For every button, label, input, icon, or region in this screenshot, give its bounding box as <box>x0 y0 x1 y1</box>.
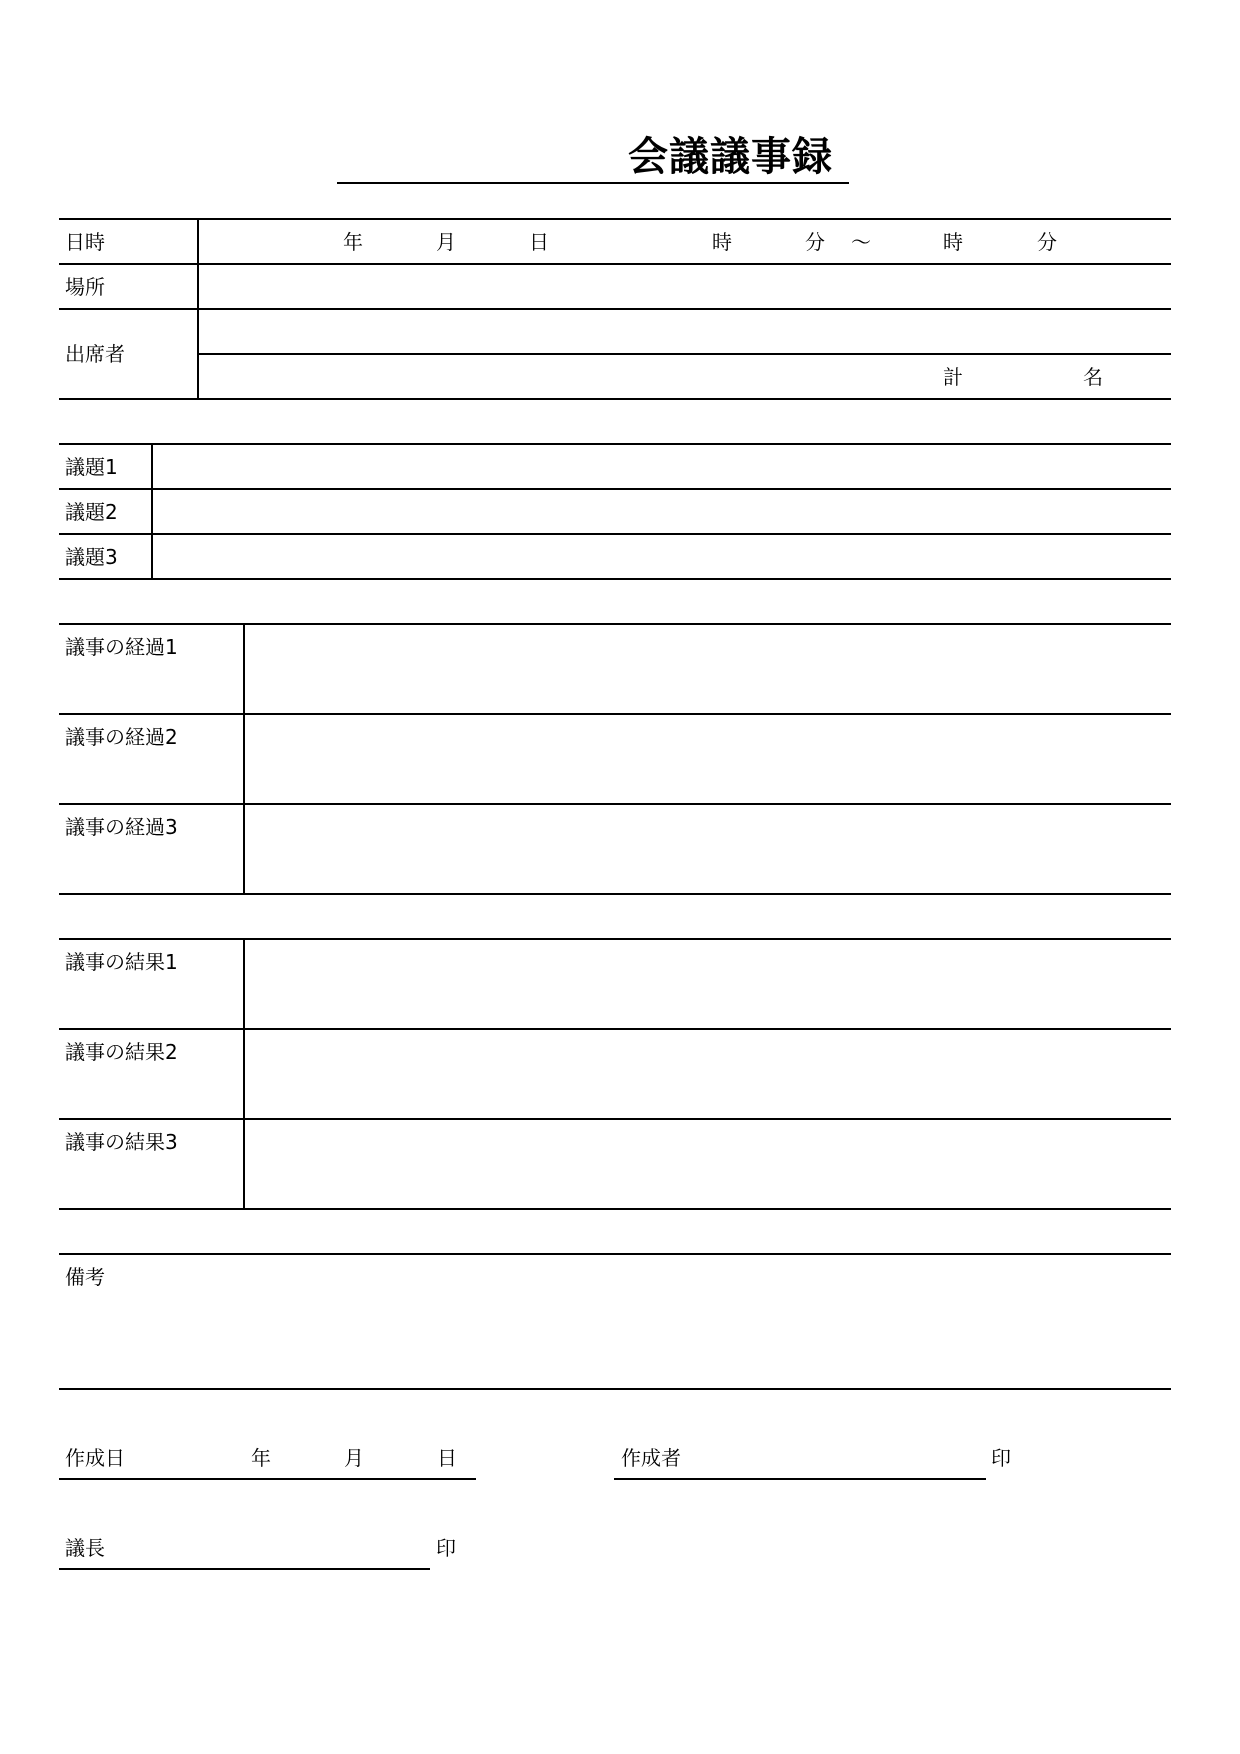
attendees-count-field[interactable] <box>199 355 1169 398</box>
created-date-label: 作成日 <box>65 1446 125 1470</box>
created-date-field[interactable] <box>135 1440 475 1478</box>
attendees-label: 出席者 <box>65 342 125 366</box>
total-label: 計 <box>943 365 963 389</box>
author-label: 作成者 <box>621 1446 681 1470</box>
start-minute-label: 分 <box>805 230 825 254</box>
proceedings-field-1[interactable] <box>245 625 1169 713</box>
chair-underline <box>59 1568 430 1570</box>
divider <box>59 893 1171 895</box>
divider <box>59 1388 1171 1390</box>
year-label: 年 <box>343 230 363 254</box>
month-label: 月 <box>436 230 456 254</box>
author-underline <box>614 1478 986 1480</box>
created-date-underline <box>59 1478 476 1480</box>
agenda-field-3[interactable] <box>153 535 1169 578</box>
day-label: 日 <box>529 230 549 254</box>
divider <box>59 578 1171 580</box>
divider <box>59 1208 1171 1210</box>
agenda-field-2[interactable] <box>153 490 1169 533</box>
start-hour-label: 時 <box>712 230 732 254</box>
divider <box>59 1253 1171 1255</box>
end-minute-label: 分 <box>1037 230 1057 254</box>
agenda-label-2: 議題2 <box>65 500 118 524</box>
chair-field[interactable] <box>115 1530 429 1568</box>
proceedings-label-2: 議事の経過2 <box>65 725 178 749</box>
place-field[interactable] <box>199 265 1169 308</box>
results-label-2: 議事の結果2 <box>65 1040 178 1064</box>
proceedings-field-3[interactable] <box>245 805 1169 893</box>
proceedings-label-1: 議事の経過1 <box>65 635 178 659</box>
attendees-field[interactable] <box>199 310 1169 353</box>
results-field-2[interactable] <box>245 1030 1169 1118</box>
results-label-3: 議事の結果3 <box>65 1130 178 1154</box>
proceedings-label-3: 議事の経過3 <box>65 815 178 839</box>
end-hour-label: 時 <box>943 230 963 254</box>
proceedings-field-2[interactable] <box>245 715 1169 803</box>
place-label: 場所 <box>65 275 105 299</box>
divider <box>59 398 1171 400</box>
remarks-field[interactable] <box>59 1290 1171 1386</box>
chair-label: 議長 <box>65 1536 105 1560</box>
results-field-3[interactable] <box>245 1120 1169 1208</box>
chair-seal-label: 印 <box>436 1536 456 1560</box>
agenda-field-1[interactable] <box>153 445 1169 488</box>
created-day-label: 日 <box>437 1446 457 1470</box>
tilde-separator: 〜 <box>851 230 871 254</box>
agenda-label-1: 議題1 <box>65 455 118 479</box>
title-underline <box>337 182 849 184</box>
author-field[interactable] <box>700 1440 985 1478</box>
datetime-label: 日時 <box>65 230 105 254</box>
results-field-1[interactable] <box>245 940 1169 1028</box>
created-month-label: 月 <box>344 1446 364 1470</box>
remarks-label: 備考 <box>65 1265 105 1289</box>
author-seal-label: 印 <box>991 1446 1011 1470</box>
count-unit-label: 名 <box>1083 365 1103 389</box>
agenda-label-3: 議題3 <box>65 545 118 569</box>
page-title: 会議議事録 <box>628 134 833 180</box>
created-year-label: 年 <box>251 1446 271 1470</box>
results-label-1: 議事の結果1 <box>65 950 178 974</box>
